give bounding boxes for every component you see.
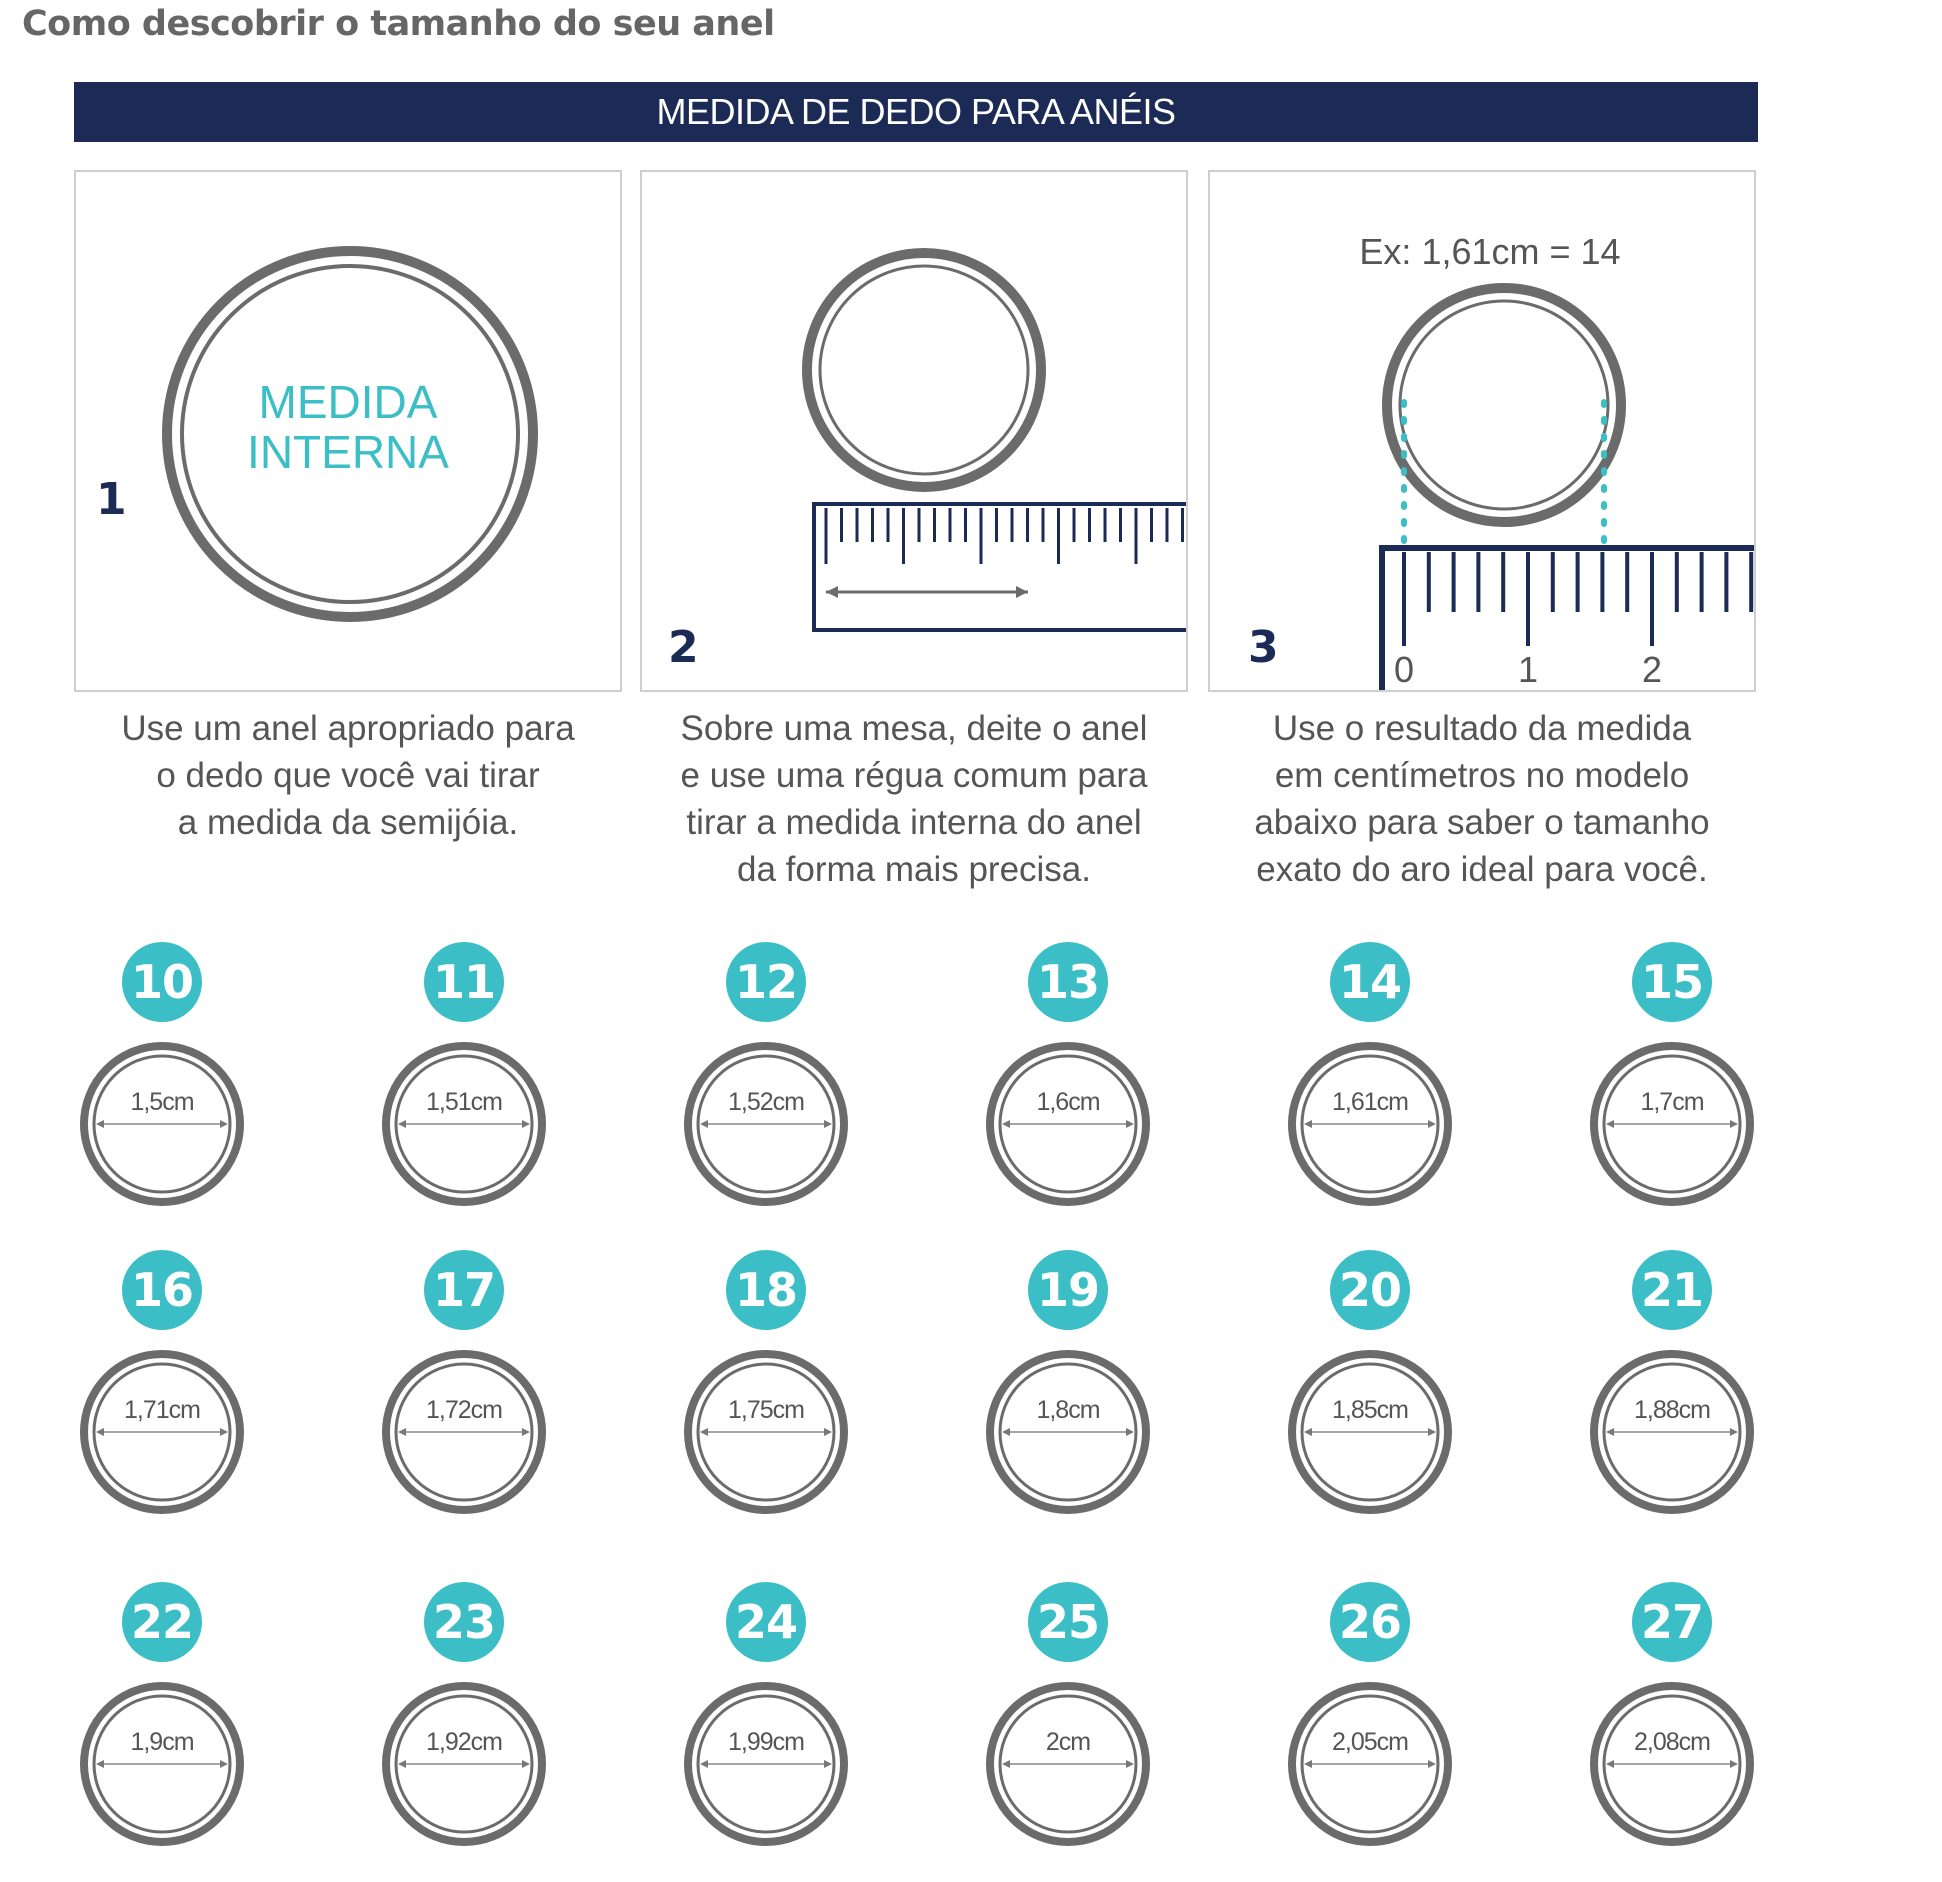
arrow-right-head [220, 1760, 228, 1768]
inner-diameter-label: 1,6cm [1036, 1088, 1100, 1116]
arrow-left-head [1304, 1120, 1312, 1128]
ring-outer [1387, 288, 1621, 522]
arrow-right-head [1730, 1120, 1738, 1128]
ring-measure-illustration [76, 172, 622, 692]
arrow-left-head [398, 1120, 406, 1128]
size-number-badge: 23 [424, 1582, 504, 1662]
ring-icon [1588, 1348, 1756, 1516]
step-2-panel [640, 170, 1188, 692]
size-number-badge: 22 [122, 1582, 202, 1662]
banner-text: MEDIDA DE DEDO PARA ANÉIS [656, 91, 1176, 132]
ring-outer [807, 253, 1041, 487]
ruler-label-1: 1 [1517, 649, 1539, 690]
ring-icon [1588, 1680, 1756, 1848]
arrow-left-head [1002, 1428, 1010, 1436]
ruler-label-2: 2 [1641, 649, 1663, 690]
ring-size-item [1280, 1582, 1460, 1882]
ring-icon [682, 1680, 850, 1848]
ring-size-item [374, 1582, 554, 1882]
page-title: Como descobrir o tamanho do seu anel [22, 4, 775, 44]
size-number-badge: 14 [1330, 942, 1410, 1022]
ring-icon [984, 1680, 1152, 1848]
inner-diameter-label: 2,08cm [1634, 1728, 1710, 1756]
ring-size-item [676, 1582, 856, 1882]
ruler-ticks [826, 508, 1183, 564]
arrow-right-head [824, 1120, 832, 1128]
size-number-badge: 16 [122, 1250, 202, 1330]
ring-on-ruler-illustration [642, 172, 1188, 692]
size-number-badge: 19 [1028, 1250, 1108, 1330]
arrow-left-head [700, 1120, 708, 1128]
arrow-left-head [1606, 1760, 1614, 1768]
ring-size-item [1582, 1582, 1762, 1882]
ring-size-item [374, 942, 554, 1242]
measure-label-line2: INTERNA [247, 426, 449, 478]
ring-size-item [1280, 942, 1460, 1242]
arrow-left-head [1606, 1428, 1614, 1436]
ring-size-item [374, 1250, 554, 1550]
size-number-badge: 15 [1632, 942, 1712, 1022]
arrow-left-head [398, 1428, 406, 1436]
ring-icon [1286, 1348, 1454, 1516]
ring-icon [78, 1680, 246, 1848]
step-1-panel [74, 170, 622, 692]
inner-diameter-label: 1,5cm [130, 1088, 194, 1116]
ring-icon [78, 1040, 246, 1208]
size-number-badge: 12 [726, 942, 806, 1022]
banner-title [74, 82, 1758, 142]
ring-size-item [72, 1582, 252, 1882]
arrow-right-head [220, 1120, 228, 1128]
inner-diameter-label: 1,52cm [728, 1088, 804, 1116]
measure-label-line1: MEDIDA [258, 376, 438, 428]
arrow-right-head [1428, 1428, 1436, 1436]
ring-size-item [1582, 942, 1762, 1242]
arrow-left-head [700, 1760, 708, 1768]
arrow-right-head [824, 1760, 832, 1768]
inner-diameter-label: 1,72cm [426, 1396, 502, 1424]
arrow-right-head [220, 1428, 228, 1436]
arrow-right-head [1126, 1760, 1134, 1768]
arrow-right-head [1126, 1120, 1134, 1128]
arrow-left-head [96, 1428, 104, 1436]
arrow-right-head [1428, 1120, 1436, 1128]
size-number-badge: 20 [1330, 1250, 1410, 1330]
inner-diameter-label: 1,51cm [426, 1088, 502, 1116]
size-number-badge: 11 [424, 942, 504, 1022]
ring-size-item [978, 1582, 1158, 1882]
ring-icon [380, 1348, 548, 1516]
ring-icon [1286, 1040, 1454, 1208]
ring-size-item [1280, 1250, 1460, 1550]
ruler-reading-illustration [1210, 172, 1756, 692]
ruler-ticks [1404, 552, 1751, 646]
step-3-panel [1208, 170, 1756, 692]
arrow-left-head [96, 1120, 104, 1128]
size-number-badge: 17 [424, 1250, 504, 1330]
size-number-badge: 13 [1028, 942, 1108, 1022]
inner-diameter-label: 1,75cm [728, 1396, 804, 1424]
ring-size-item [676, 942, 856, 1242]
arrow-right-head [1428, 1760, 1436, 1768]
ring-size-item [676, 1250, 856, 1550]
ring-icon [78, 1348, 246, 1516]
size-number-badge: 18 [726, 1250, 806, 1330]
inner-diameter-label: 2,05cm [1332, 1728, 1408, 1756]
ring-icon [984, 1348, 1152, 1516]
inner-diameter-label: 1,88cm [1634, 1396, 1710, 1424]
ring-size-item [978, 1250, 1158, 1550]
inner-diameter-label: 1,92cm [426, 1728, 502, 1756]
arrow-left-head [1304, 1428, 1312, 1436]
arrow-right-head [1730, 1428, 1738, 1436]
ring-inner [820, 266, 1028, 474]
ring-size-item [978, 942, 1158, 1242]
ring-size-item [1582, 1250, 1762, 1550]
arrow-left-head [96, 1760, 104, 1768]
step-3-description: Use o resultado da medida em centímetros no modelo abaixo para saber o tamanho exato do aro ideal para você. [1254, 709, 1710, 889]
ruler-label-0: 0 [1393, 649, 1415, 690]
ring-icon [1588, 1040, 1756, 1208]
arrow-left-head [398, 1760, 406, 1768]
inner-diameter-label: 1,99cm [728, 1728, 804, 1756]
step-2-number: 2 [668, 622, 699, 673]
arrow-right-head [1016, 586, 1028, 598]
arrow-left-head [1304, 1760, 1312, 1768]
arrow-left-head [1002, 1120, 1010, 1128]
size-number-badge: 24 [726, 1582, 806, 1662]
ring-size-item [72, 1250, 252, 1550]
inner-diameter-label: 1,85cm [1332, 1396, 1408, 1424]
ring-size-item [72, 942, 252, 1242]
size-number-badge: 21 [1632, 1250, 1712, 1330]
ring-icon [380, 1040, 548, 1208]
inner-diameter-label: 1,71cm [124, 1396, 200, 1424]
arrow-right-head [1126, 1428, 1134, 1436]
arrow-right-head [522, 1120, 530, 1128]
inner-diameter-label: 1,9cm [130, 1728, 194, 1756]
ring-icon [682, 1348, 850, 1516]
size-number-badge: 10 [122, 942, 202, 1022]
size-number-badge: 27 [1632, 1582, 1712, 1662]
size-number-badge: 26 [1330, 1582, 1410, 1662]
arrow-right-head [522, 1760, 530, 1768]
ring-icon [984, 1040, 1152, 1208]
arrow-right-head [522, 1428, 530, 1436]
inner-diameter-label: 1,8cm [1036, 1396, 1100, 1424]
inner-diameter-label: 1,61cm [1332, 1088, 1408, 1116]
example-text: Ex: 1,61cm = 14 [1359, 231, 1621, 272]
step-1-number: 1 [96, 474, 127, 525]
step-3-number: 3 [1248, 622, 1279, 673]
ring-inner [1400, 301, 1608, 509]
arrow-left-head [700, 1428, 708, 1436]
arrow-left-head [1002, 1760, 1010, 1768]
inner-diameter-label: 1,7cm [1640, 1088, 1704, 1116]
arrow-left-head [826, 586, 838, 598]
step-1-description: Use um anel apropriado para o dedo que você vai tirar a medida da semijóia. [121, 709, 575, 842]
step-2-description: Sobre uma mesa, deite o anel e use uma régua comum para tirar a medida interna do anel da forma mais precisa. [680, 709, 1148, 889]
ruler-body [814, 504, 1188, 630]
ring-icon [1286, 1680, 1454, 1848]
inner-diameter-label: 2cm [1045, 1728, 1091, 1756]
arrow-right-head [824, 1428, 832, 1436]
ring-icon [682, 1040, 850, 1208]
arrow-right-head [1730, 1760, 1738, 1768]
size-number-badge: 25 [1028, 1582, 1108, 1662]
arrow-left-head [1606, 1120, 1614, 1128]
ring-icon [380, 1680, 548, 1848]
